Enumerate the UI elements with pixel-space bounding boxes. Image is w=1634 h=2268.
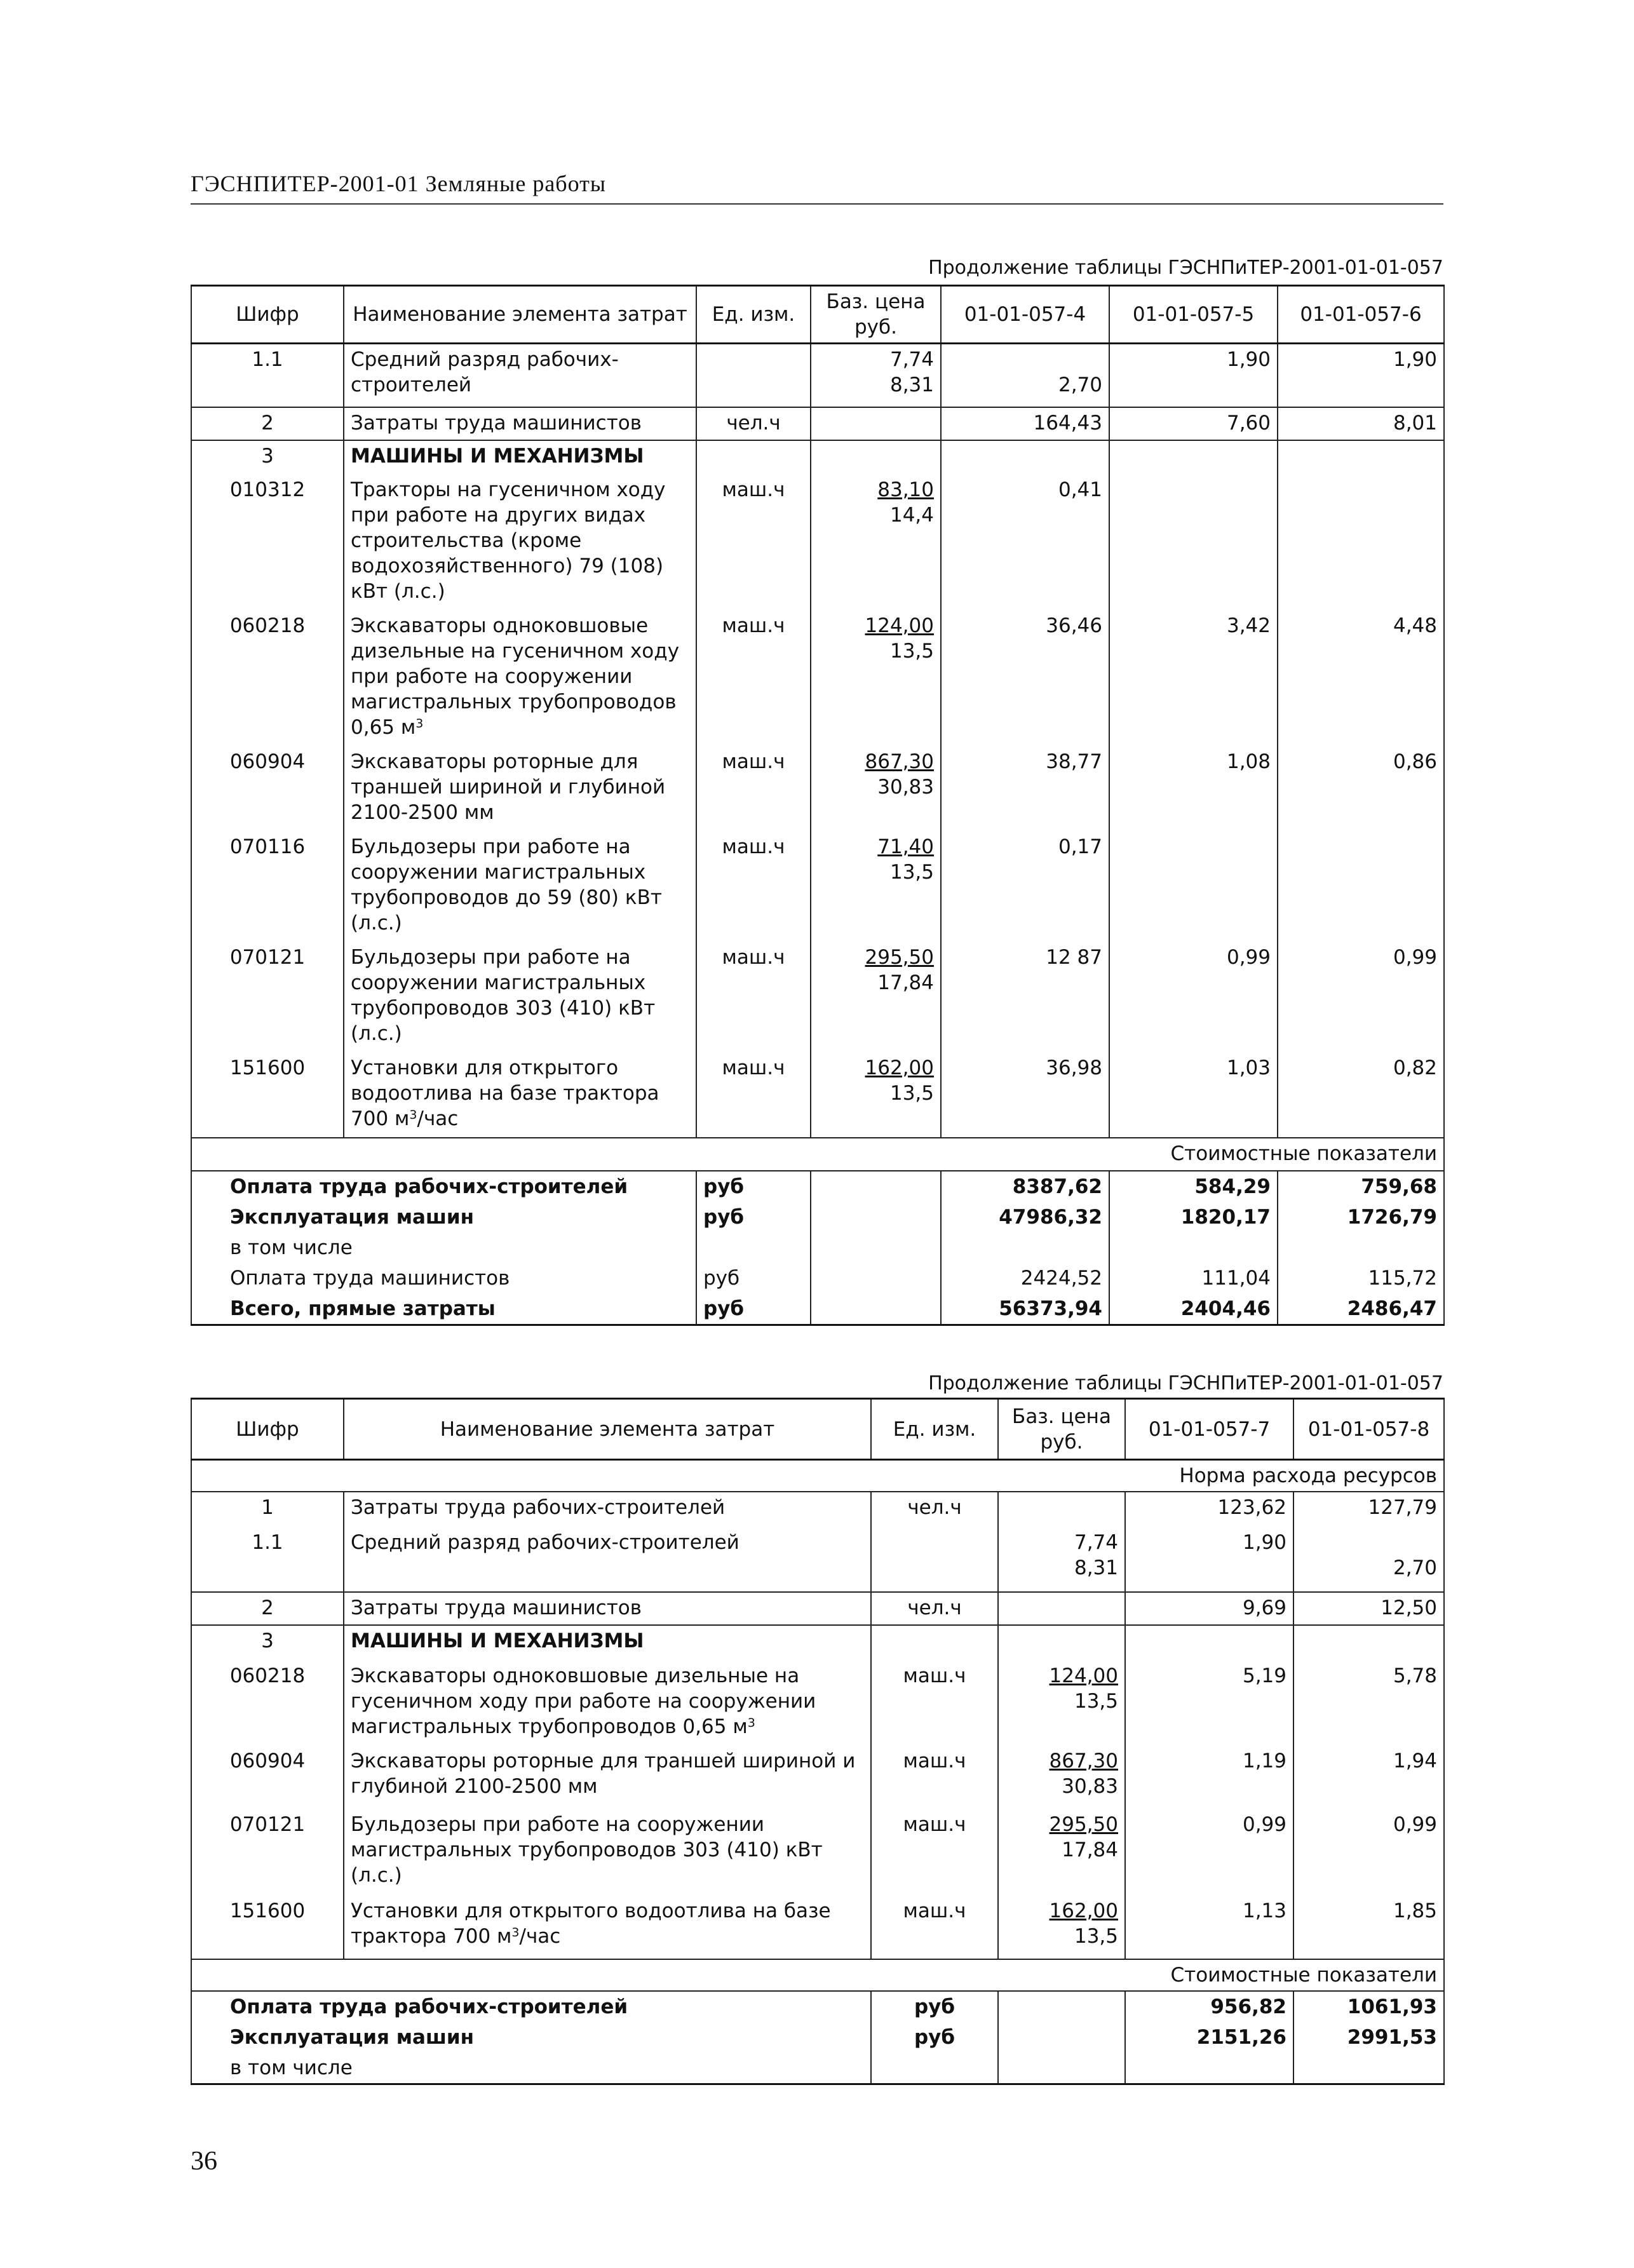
- row-value-7: 123,62: [1125, 1492, 1293, 1527]
- column-header-code: Шифр: [191, 1399, 344, 1460]
- row-unit: [871, 1527, 998, 1592]
- row-unit: чел.ч: [871, 1592, 998, 1625]
- cost-unit: [696, 1232, 811, 1263]
- page-number: 36: [191, 2147, 217, 2176]
- cost-label: в том числе: [191, 1232, 696, 1263]
- row-price: [811, 832, 941, 942]
- row-value-4: 0,17: [941, 832, 1109, 942]
- price-secondary: 13,5: [889, 860, 934, 884]
- row-name: [344, 1896, 871, 1959]
- row-value-6: 0,86: [1278, 746, 1444, 832]
- cost-value-5: 111,04: [1109, 1263, 1278, 1293]
- price-secondary: 17,84: [877, 971, 934, 994]
- row-price: [998, 1809, 1125, 1896]
- row-code: 2: [191, 1592, 344, 1625]
- price-secondary: 17,84: [1062, 1839, 1118, 1861]
- cost-unit: руб: [871, 1991, 998, 2022]
- table2-continuation-caption: Продолжение таблицы ГЭСНПиТЕР-2001-01-01-057: [928, 1372, 1443, 1394]
- row-value-8: 127,79: [1293, 1492, 1444, 1527]
- row-code: 070121: [191, 942, 344, 1053]
- cost-value-8: [1293, 2053, 1444, 2084]
- row-value-5: 1,03: [1109, 1053, 1278, 1138]
- row-name: Тракторы на гусеничном ходу при работе на других видах строительства (кроме водохозяйственного) 79 (108) кВт (л.с.): [344, 475, 696, 611]
- row-value-8: 1,85: [1293, 1896, 1444, 1959]
- price-base: 124,00: [1049, 1664, 1118, 1687]
- cost-label: Оплата труда машинистов: [191, 1263, 696, 1293]
- row-name: Затраты труда машинистов: [344, 1592, 871, 1625]
- cost-banner-row: [191, 1959, 1444, 1991]
- superscript-3: 3: [409, 1107, 417, 1122]
- row-code: 1.1: [191, 344, 344, 407]
- row-value-5: [1109, 475, 1278, 611]
- row-value-7: 1,13: [1125, 1896, 1293, 1959]
- price-base: 124,00: [865, 614, 934, 637]
- column-header-price: Баз. цена руб.: [998, 1399, 1125, 1460]
- row-price: [998, 1896, 1125, 1959]
- column-header-name: Наименование элемента затрат: [344, 286, 696, 344]
- column-header-norm-7: 01-01-057-7: [1125, 1399, 1293, 1460]
- column-header-code: Шифр: [191, 286, 344, 344]
- column-header-norm-6: 01-01-057-6: [1278, 286, 1444, 344]
- column-header-norm-8: 01-01-057-8: [1293, 1399, 1444, 1460]
- price-secondary: 30,83: [1062, 1775, 1118, 1798]
- row-value-5: [1109, 832, 1278, 942]
- row-name-text: Установки для открытого водоотлива на базе трактора 700 м: [351, 1056, 659, 1130]
- row-unit: маш.ч: [871, 1661, 998, 1746]
- row-value-6: [1278, 475, 1444, 611]
- price-secondary: 8,31: [889, 374, 934, 396]
- row-unit: маш.ч: [696, 475, 811, 611]
- row-name: Экскаваторы роторные для траншей шириной и глубиной 2100-2500 мм: [344, 1746, 871, 1809]
- row-value-5: 1,08: [1109, 746, 1278, 832]
- row-value-4: 38,77: [941, 746, 1109, 832]
- row-value-7: 0,99: [1125, 1809, 1293, 1896]
- cost-value-4: 2424,52: [941, 1263, 1109, 1293]
- price-base: 867,30: [1049, 1750, 1118, 1772]
- row-price: [998, 1492, 1125, 1527]
- row-name-text: Экскаваторы одноковшовые дизельные на гусеничном ходу при работе на сооружении магистральных трубопроводов 0,65 м: [351, 1664, 816, 1738]
- table1-continuation-caption: Продолжение таблицы ГЭСНПиТЕР-2001-01-01-057: [928, 257, 1443, 279]
- row-code: 060904: [191, 746, 344, 832]
- cost-unit: руб: [696, 1263, 811, 1293]
- norm-banner: Норма расхода ресурсов: [191, 1460, 1444, 1492]
- resource-table-2: [191, 1398, 1445, 2085]
- section-title: МАШИНЫ И МЕХАНИЗМЫ: [344, 1625, 871, 1661]
- table-row: [191, 1896, 1444, 1959]
- table-row: [191, 611, 1444, 746]
- row-value-8: [1293, 1527, 1444, 1592]
- row-value-8: 1,94: [1293, 1746, 1444, 1809]
- row-code: 2: [191, 407, 344, 440]
- row-value-6: 0,82: [1278, 1053, 1444, 1138]
- table-header-row: [191, 286, 1444, 344]
- cost-value-5: 584,29: [1109, 1171, 1278, 1202]
- row-value-6: 4,48: [1278, 611, 1444, 746]
- price-base: 83,10: [877, 478, 934, 501]
- row-value-8: 0,99: [1293, 1809, 1444, 1896]
- row-name-tail: /час: [417, 1107, 459, 1130]
- header-rule: [191, 203, 1443, 205]
- row-value-4: 12 87: [941, 942, 1109, 1053]
- row-unit: маш.ч: [696, 1053, 811, 1138]
- row-name: Экскаваторы роторные для траншей шириной и глубиной 2100-2500 мм: [344, 746, 696, 832]
- row-value-7: 1,90: [1125, 1527, 1293, 1592]
- cost-value-6: 759,68: [1278, 1171, 1444, 1202]
- price-secondary: 30,83: [877, 775, 934, 799]
- cost-value-5: [1109, 1232, 1278, 1263]
- price-base: 867,30: [865, 750, 934, 773]
- row-unit: маш.ч: [696, 746, 811, 832]
- column-header-norm-5: 01-01-057-5: [1109, 286, 1278, 344]
- row-code: 151600: [191, 1053, 344, 1138]
- column-header-unit: Ед. изм.: [696, 286, 811, 344]
- cost-row: [191, 1263, 1444, 1293]
- row-name: Бульдозеры при работе на сооружении магистральных трубопроводов 303 (410) кВт (л.с.): [344, 1809, 871, 1896]
- table-row: [191, 1661, 1444, 1746]
- price-secondary: 8,31: [1074, 1556, 1118, 1579]
- row-name: [344, 1661, 871, 1746]
- row-name-tail: /час: [519, 1925, 561, 1948]
- price-base: 7,74: [1074, 1531, 1118, 1554]
- cost-row: [191, 1202, 1444, 1232]
- row-price: [811, 475, 941, 611]
- cost-row: [191, 1991, 1444, 2022]
- cost-value-5: 2404,46: [1109, 1293, 1278, 1325]
- row-name-text: Экскаваторы одноковшовые дизельные на гусеничном ходу при работе на сооружении магистральных трубопроводов 0,65 м: [351, 614, 680, 739]
- row-price: [998, 1592, 1125, 1625]
- cost-value-6: 115,72: [1278, 1263, 1444, 1293]
- price-secondary: 13,5: [889, 639, 934, 663]
- price-base: 7,74: [889, 348, 934, 371]
- row-value-5: 3,42: [1109, 611, 1278, 746]
- cost-row: [191, 1171, 1444, 1202]
- cost-label: Эксплуатация машин: [191, 2022, 871, 2053]
- cost-banner-row: [191, 1138, 1444, 1171]
- row-name: [344, 611, 696, 746]
- column-header-unit: Ед. изм.: [871, 1399, 998, 1460]
- table-row: [191, 475, 1444, 611]
- table-row: [191, 1746, 1444, 1809]
- superscript-3: 3: [415, 716, 424, 731]
- price-secondary: 14,4: [889, 503, 934, 527]
- cost-label: Эксплуатация машин: [191, 1202, 696, 1232]
- row-name: Затраты труда машинистов: [344, 407, 696, 440]
- cost-value-4: [941, 1232, 1109, 1263]
- row-name: Средний разряд рабочих-строителей: [344, 344, 696, 407]
- price-secondary: 13,5: [889, 1081, 934, 1105]
- resource-table-1: [191, 285, 1445, 1326]
- table-row: [191, 1592, 1444, 1625]
- row-value: 2,70: [1058, 374, 1102, 396]
- cost-value-4: 47986,32: [941, 1202, 1109, 1232]
- row-value-7: 9,69: [1125, 1592, 1293, 1625]
- table-row: [191, 344, 1444, 407]
- row-name: Бульдозеры при работе на сооружении магистральных трубопроводов 303 (410) кВт (л.с.): [344, 942, 696, 1053]
- row-name: [344, 1053, 696, 1138]
- row-value-4: [941, 344, 1109, 407]
- row-value-6: 8,01: [1278, 407, 1444, 440]
- row-value-8: 12,50: [1293, 1592, 1444, 1625]
- row-value-4: 36,98: [941, 1053, 1109, 1138]
- row-code: 060904: [191, 1746, 344, 1809]
- price-base: 162,00: [1049, 1900, 1118, 1922]
- row-price: [998, 1746, 1125, 1809]
- row-unit: маш.ч: [696, 942, 811, 1053]
- row-name-text: Установки для открытого водоотлива на базе трактора 700 м: [351, 1900, 831, 1948]
- row-price: [811, 611, 941, 746]
- cost-indicators-banner: Стоимостные показатели: [191, 1138, 1444, 1171]
- row-unit: чел.ч: [871, 1492, 998, 1527]
- row-value-5: 1,90: [1109, 344, 1278, 407]
- cost-value-8: 1061,93: [1293, 1991, 1444, 2022]
- table-header-row: [191, 1399, 1444, 1460]
- row-code: 010312: [191, 475, 344, 611]
- row-value-4: 0,41: [941, 475, 1109, 611]
- row-code: 070116: [191, 832, 344, 942]
- row-value: 2,70: [1393, 1556, 1437, 1579]
- cost-unit: руб: [696, 1171, 811, 1202]
- section-title: МАШИНЫ И МЕХАНИЗМЫ: [344, 440, 696, 475]
- row-price: [998, 1661, 1125, 1746]
- column-header-norm-4: 01-01-057-4: [941, 286, 1109, 344]
- table-row: [191, 746, 1444, 832]
- row-unit: маш.ч: [871, 1746, 998, 1809]
- table-row: [191, 1492, 1444, 1527]
- price-base: 71,40: [877, 835, 934, 858]
- row-code: 070121: [191, 1809, 344, 1896]
- cost-row: [191, 1232, 1444, 1263]
- price-base: 295,50: [865, 945, 934, 969]
- row-unit: маш.ч: [871, 1896, 998, 1959]
- cost-value-6: 2486,47: [1278, 1293, 1444, 1325]
- table-row: [191, 1809, 1444, 1896]
- cost-unit: руб: [696, 1293, 811, 1325]
- row-code: 3: [191, 1625, 344, 1661]
- row-code: 1: [191, 1492, 344, 1527]
- cost-indicators-banner: Стоимостные показатели: [191, 1959, 1444, 1991]
- cost-label: Оплата труда рабочих-строителей: [191, 1991, 871, 2022]
- cost-value-6: 1726,79: [1278, 1202, 1444, 1232]
- cost-value-4: 8387,62: [941, 1171, 1109, 1202]
- row-unit: маш.ч: [871, 1809, 998, 1896]
- running-header: ГЭСНПИТЕР-2001-01 Земляные работы: [191, 171, 607, 196]
- cost-value-5: 1820,17: [1109, 1202, 1278, 1232]
- table-row: [191, 407, 1444, 440]
- row-unit: [696, 344, 811, 407]
- row-value-4: 164,43: [941, 407, 1109, 440]
- cost-unit: руб: [696, 1202, 811, 1232]
- table-row: [191, 832, 1444, 942]
- row-value-6: 1,90: [1278, 344, 1444, 407]
- table-row: [191, 1527, 1444, 1592]
- row-value-8: 5,78: [1293, 1661, 1444, 1746]
- row-unit: маш.ч: [696, 832, 811, 942]
- row-value-4: 36,46: [941, 611, 1109, 746]
- row-name: Бульдозеры при работе на сооружении магистральных трубопроводов до 59 (80) кВт (л.с.): [344, 832, 696, 942]
- price-secondary: 13,5: [1074, 1690, 1118, 1713]
- row-code: 060218: [191, 1661, 344, 1746]
- column-header-name: Наименование элемента затрат: [344, 1399, 871, 1460]
- column-header-price: Баз. цена руб.: [811, 286, 941, 344]
- cost-row: [191, 1293, 1444, 1325]
- row-price: [811, 746, 941, 832]
- row-price: [811, 942, 941, 1053]
- cost-row: [191, 2053, 1444, 2084]
- cost-unit: [871, 2053, 998, 2084]
- row-price: [811, 407, 941, 440]
- price-base: 162,00: [865, 1056, 934, 1079]
- row-value-5: 7,60: [1109, 407, 1278, 440]
- row-value-7: 1,19: [1125, 1746, 1293, 1809]
- row-code: 1.1: [191, 1527, 344, 1592]
- row-price: [998, 1527, 1125, 1592]
- row-value-6: 0,99: [1278, 942, 1444, 1053]
- cost-value-7: 2151,26: [1125, 2022, 1293, 2053]
- superscript-3: 3: [511, 1926, 520, 1940]
- cost-row: [191, 2022, 1444, 2053]
- row-value-6: [1278, 832, 1444, 942]
- section-heading-row: [191, 440, 1444, 475]
- row-value-7: 5,19: [1125, 1661, 1293, 1746]
- cost-value-8: 2991,53: [1293, 2022, 1444, 2053]
- price-base: 295,50: [1049, 1813, 1118, 1836]
- row-code: 060218: [191, 611, 344, 746]
- cost-value-4: 56373,94: [941, 1293, 1109, 1325]
- cost-unit: руб: [871, 2022, 998, 2053]
- cost-value-7: 956,82: [1125, 1991, 1293, 2022]
- superscript-3: 3: [747, 1716, 755, 1730]
- row-code: 151600: [191, 1896, 344, 1959]
- row-price: [811, 344, 941, 407]
- row-value-5: 0,99: [1109, 942, 1278, 1053]
- norm-banner-row: [191, 1460, 1444, 1492]
- cost-label: Всего, прямые затраты: [191, 1293, 696, 1325]
- row-unit: чел.ч: [696, 407, 811, 440]
- row-code: 3: [191, 440, 344, 475]
- table-row: [191, 942, 1444, 1053]
- section-heading-row: [191, 1625, 1444, 1661]
- cost-value-6: [1278, 1232, 1444, 1263]
- price-secondary: 13,5: [1074, 1925, 1118, 1948]
- cost-value-7: [1125, 2053, 1293, 2084]
- table-row: [191, 1053, 1444, 1138]
- row-unit: маш.ч: [696, 611, 811, 746]
- cost-label: в том числе: [191, 2053, 871, 2084]
- row-price: [811, 1053, 941, 1138]
- row-name: Средний разряд рабочих-строителей: [344, 1527, 871, 1592]
- row-name: Затраты труда рабочих-строителей: [344, 1492, 871, 1527]
- cost-label: Оплата труда рабочих-строителей: [191, 1171, 696, 1202]
